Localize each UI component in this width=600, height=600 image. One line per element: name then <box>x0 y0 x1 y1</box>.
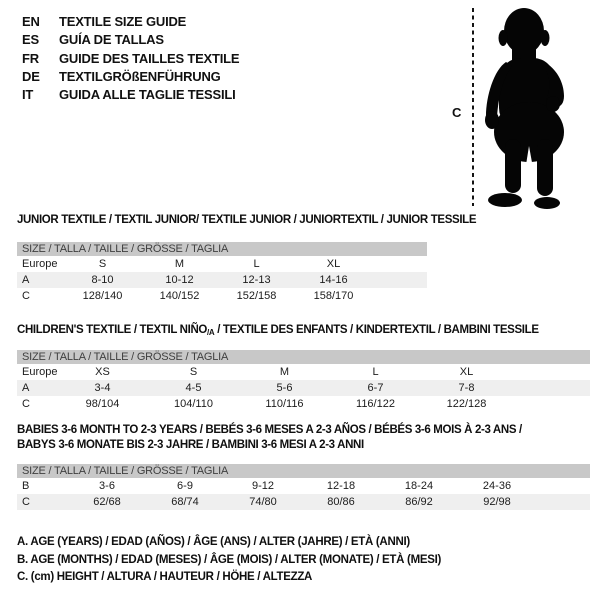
cell: 12-18 <box>326 480 356 492</box>
lang-row-fr <box>22 50 239 68</box>
cell: 5-6 <box>239 380 330 396</box>
cell: 158/170 <box>313 290 354 302</box>
cell: 80/86 <box>302 494 380 510</box>
cell: M <box>174 258 185 270</box>
cell: 62/68 <box>68 494 146 510</box>
cell: 128/140 <box>82 290 123 302</box>
row-label: A <box>17 272 64 288</box>
cell: 86/92 <box>380 494 458 510</box>
height-measure-dashed-line <box>471 8 475 206</box>
cell: S <box>189 366 198 378</box>
row-label: Europe <box>22 366 57 378</box>
lang-code: EN <box>22 14 40 29</box>
children-size-table <box>17 350 590 412</box>
babies-table-title <box>17 423 592 453</box>
babies-title-line2: BABYS 3-6 MONATE BIS 2-3 JAHRE / BAMBINI 3-6 MESI A 2-3 ANNI <box>17 439 364 451</box>
table-row <box>17 272 427 288</box>
row-label: A <box>17 380 57 396</box>
cell: 122/128 <box>446 398 487 410</box>
cell: 104/110 <box>174 398 213 410</box>
cell: 152/158 <box>236 290 277 302</box>
lang-title: GUIDE DES TAILLES TEXTILE <box>59 50 240 66</box>
lang-code: FR <box>22 50 39 66</box>
cell: 98/104 <box>85 398 120 410</box>
cell: 12-13 <box>218 272 295 288</box>
children-title-prefix: CHILDREN'S TEXTILE / TEXTIL NIÑO <box>17 324 208 336</box>
row-label: C <box>22 398 30 410</box>
size-header-label: SIZE / TALLA / TAILLE / GRÖSSE / TAGLIA <box>17 242 427 256</box>
cell: XL <box>326 258 341 270</box>
table-row <box>17 288 427 304</box>
cell: 6-9 <box>177 480 193 492</box>
cell: M <box>279 366 290 378</box>
lang-title: TEXTILGRÖßENFÜHRUNG <box>59 68 221 84</box>
cell: 116/122 <box>356 398 395 410</box>
cell: 74/80 <box>224 494 302 510</box>
table-row <box>17 478 590 494</box>
cell: 18-24 <box>404 480 434 492</box>
babies-title-line1: BABIES 3-6 MONTH TO 2-3 YEARS / BEBÉS 3-6 MESES A 2-3 AÑOS / BÉBÉS 3-6 MOIS À 2-3 ANS / <box>17 424 522 436</box>
lang-row-en <box>22 13 239 31</box>
cell: 4-5 <box>148 380 239 396</box>
cell: S <box>98 258 107 270</box>
cell: 3-4 <box>57 380 148 396</box>
babies-size-table <box>17 464 590 510</box>
children-table-title <box>17 324 539 337</box>
lang-row-it <box>22 86 239 104</box>
children-title-sub: /A <box>207 328 215 337</box>
junior-table-title: JUNIOR TEXTILE / TEXTIL JUNIOR/ TEXTILE JUNIOR / JUNIORTEXTIL / JUNIOR TESSILE <box>17 214 477 226</box>
row-label: Europe <box>22 258 58 270</box>
cell: 110/116 <box>265 398 304 410</box>
lang-title: GUÍA DE TALLAS <box>59 32 164 48</box>
cell: 7-8 <box>421 380 512 396</box>
baby-silhouette <box>482 4 582 212</box>
table-row <box>17 380 590 396</box>
cell: L <box>253 258 260 270</box>
table-row <box>17 364 590 380</box>
table-header-row <box>17 464 590 478</box>
cell: 10-12 <box>141 272 218 288</box>
table-row <box>17 494 590 510</box>
cell: 9-12 <box>251 480 275 492</box>
cell: L <box>372 366 379 378</box>
cell: 8-10 <box>64 272 141 288</box>
lang-code: IT <box>22 87 34 103</box>
cell: 14-16 <box>295 272 372 288</box>
cell: 92/98 <box>458 494 536 510</box>
lang-title: TEXTILE SIZE GUIDE <box>59 14 187 29</box>
note-b: B. AGE (MONTHS) / EDAD (MESES) / ÂGE (MOIS) / ALTER (MONATE) / ETÀ (MESI) <box>17 553 442 566</box>
children-title-suffix: / TEXTILE DES ENFANTS / KINDERTEXTIL / BAMBINI TESSILE <box>214 324 539 336</box>
lang-code: ES <box>22 32 39 48</box>
legend-notes <box>17 534 441 587</box>
lang-row-es <box>22 31 239 49</box>
lang-row-de <box>22 68 239 86</box>
row-label: B <box>22 480 30 492</box>
cell: 68/74 <box>146 494 224 510</box>
height-measure-label: C <box>452 105 462 120</box>
lang-title: GUIDA ALLE TAGLIE TESSILI <box>59 87 236 103</box>
cell: 3-6 <box>99 480 115 492</box>
cell: 140/152 <box>159 290 200 302</box>
junior-size-table <box>17 242 427 304</box>
size-header-label: SIZE / TALLA / TAILLE / GRÖSSE / TAGLIA <box>17 350 590 364</box>
table-header-row <box>17 242 427 256</box>
row-label: C <box>22 290 30 302</box>
cell: 6-7 <box>330 380 421 396</box>
lang-code: DE <box>22 68 40 84</box>
row-label: C <box>17 494 68 510</box>
table-row <box>17 396 590 412</box>
table-row <box>17 256 427 272</box>
table-header-row <box>17 350 590 364</box>
note-a: A. AGE (YEARS) / EDAD (AÑOS) / ÂGE (ANS) / ALTER (JAHRE) / ETÀ (ANNI) <box>17 536 410 548</box>
cell: 24-36 <box>482 480 512 492</box>
cell: XS <box>95 366 110 378</box>
note-c: C. (cm) HEIGHT / ALTURA / HAUTEUR / HÖHE / ALTEZZA <box>17 571 313 584</box>
size-header-label: SIZE / TALLA / TAILLE / GRÖSSE / TAGLIA <box>17 464 590 478</box>
cell: XL <box>459 366 474 378</box>
language-title-list <box>22 13 239 104</box>
